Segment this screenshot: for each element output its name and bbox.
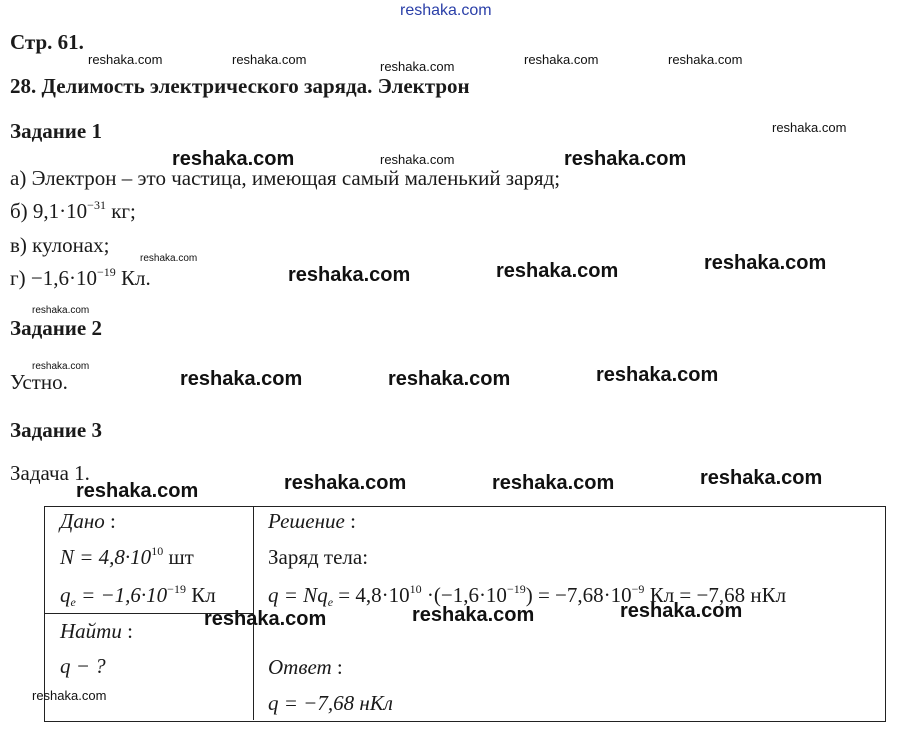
task3-heading: Задание 3 bbox=[10, 418, 102, 442]
watermark-large: reshaka.com bbox=[412, 604, 535, 626]
watermark-large: reshaka.com bbox=[76, 480, 199, 502]
task1-heading: Задание 1 bbox=[10, 119, 102, 143]
watermark-small: reshaka.com bbox=[140, 253, 198, 264]
watermark-large: reshaka.com bbox=[388, 368, 511, 390]
watermark-large: reshaka.com bbox=[180, 368, 303, 390]
solution-formula: $q = Nq_e = 4,8\cdot 10^{10} \cdot(-1,6\cdot 10^{-19}) = -7,68\cdot 10^{-9}$ Кл = −7,68 нКл bbox=[268, 582, 787, 609]
solution-line1: Заряд тела: bbox=[268, 545, 369, 569]
watermark-large: reshaka.com bbox=[564, 148, 687, 170]
given-label: Дано : bbox=[60, 509, 116, 533]
watermark-large: reshaka.com bbox=[496, 260, 619, 282]
given-qe: $q_e = -1,6\cdot 10^{-19}$ Кл bbox=[60, 582, 216, 609]
watermark-large: reshaka.com bbox=[284, 472, 407, 494]
task1-line-a: а) Электрон – это частица, имеющая самый маленький заряд; bbox=[10, 166, 561, 190]
given-n: $N = 4,8\cdot 10^{10}$ шт bbox=[60, 544, 194, 569]
watermark-small: reshaka.com bbox=[772, 120, 847, 135]
page-number: Стр. 61. bbox=[10, 30, 84, 54]
watermark-large: reshaka.com bbox=[700, 467, 823, 489]
watermark-large: reshaka.com bbox=[172, 148, 295, 170]
section-title: 28. Делимость электрического заряда. Электрон bbox=[10, 74, 470, 98]
task2-heading: Задание 2 bbox=[10, 316, 102, 340]
watermark-large: reshaka.com bbox=[704, 252, 827, 274]
find-var: q − ? bbox=[60, 654, 106, 678]
task2-text: Устно. bbox=[10, 370, 68, 394]
watermark-large: reshaka.com bbox=[620, 600, 743, 622]
watermark-top: reshaka.com bbox=[400, 2, 492, 19]
watermark-small: reshaka.com bbox=[32, 688, 107, 703]
watermark-small: reshaka.com bbox=[32, 305, 90, 316]
watermark-small: reshaka.com bbox=[380, 59, 455, 74]
watermark-small: reshaka.com bbox=[88, 52, 163, 67]
watermark-small: reshaka.com bbox=[232, 52, 307, 67]
watermark-large: reshaka.com bbox=[596, 364, 719, 386]
watermark-small: reshaka.com bbox=[668, 52, 743, 67]
watermark-small: reshaka.com bbox=[32, 361, 90, 372]
watermark-small: reshaka.com bbox=[380, 152, 455, 167]
task1-line-b: б) $9,1\cdot 10^{-31}$ кг; bbox=[10, 198, 136, 223]
watermark-large: reshaka.com bbox=[288, 264, 411, 286]
task1-line-c: в) кулонах; bbox=[10, 233, 110, 257]
watermark-large: reshaka.com bbox=[492, 472, 615, 494]
watermark-large: reshaka.com bbox=[204, 608, 327, 630]
problem-label: Задача 1. bbox=[10, 461, 90, 485]
solution-label: Решение : bbox=[268, 509, 356, 533]
find-label: Найти : bbox=[60, 619, 133, 643]
task1-line-d: $г) -1,6\cdot 10^{-19}$ Кл. bbox=[10, 265, 151, 290]
watermark-small: reshaka.com bbox=[524, 52, 599, 67]
answer-label: Ответ : bbox=[268, 655, 343, 679]
answer-value: q = −7,68 нКл bbox=[268, 691, 393, 715]
